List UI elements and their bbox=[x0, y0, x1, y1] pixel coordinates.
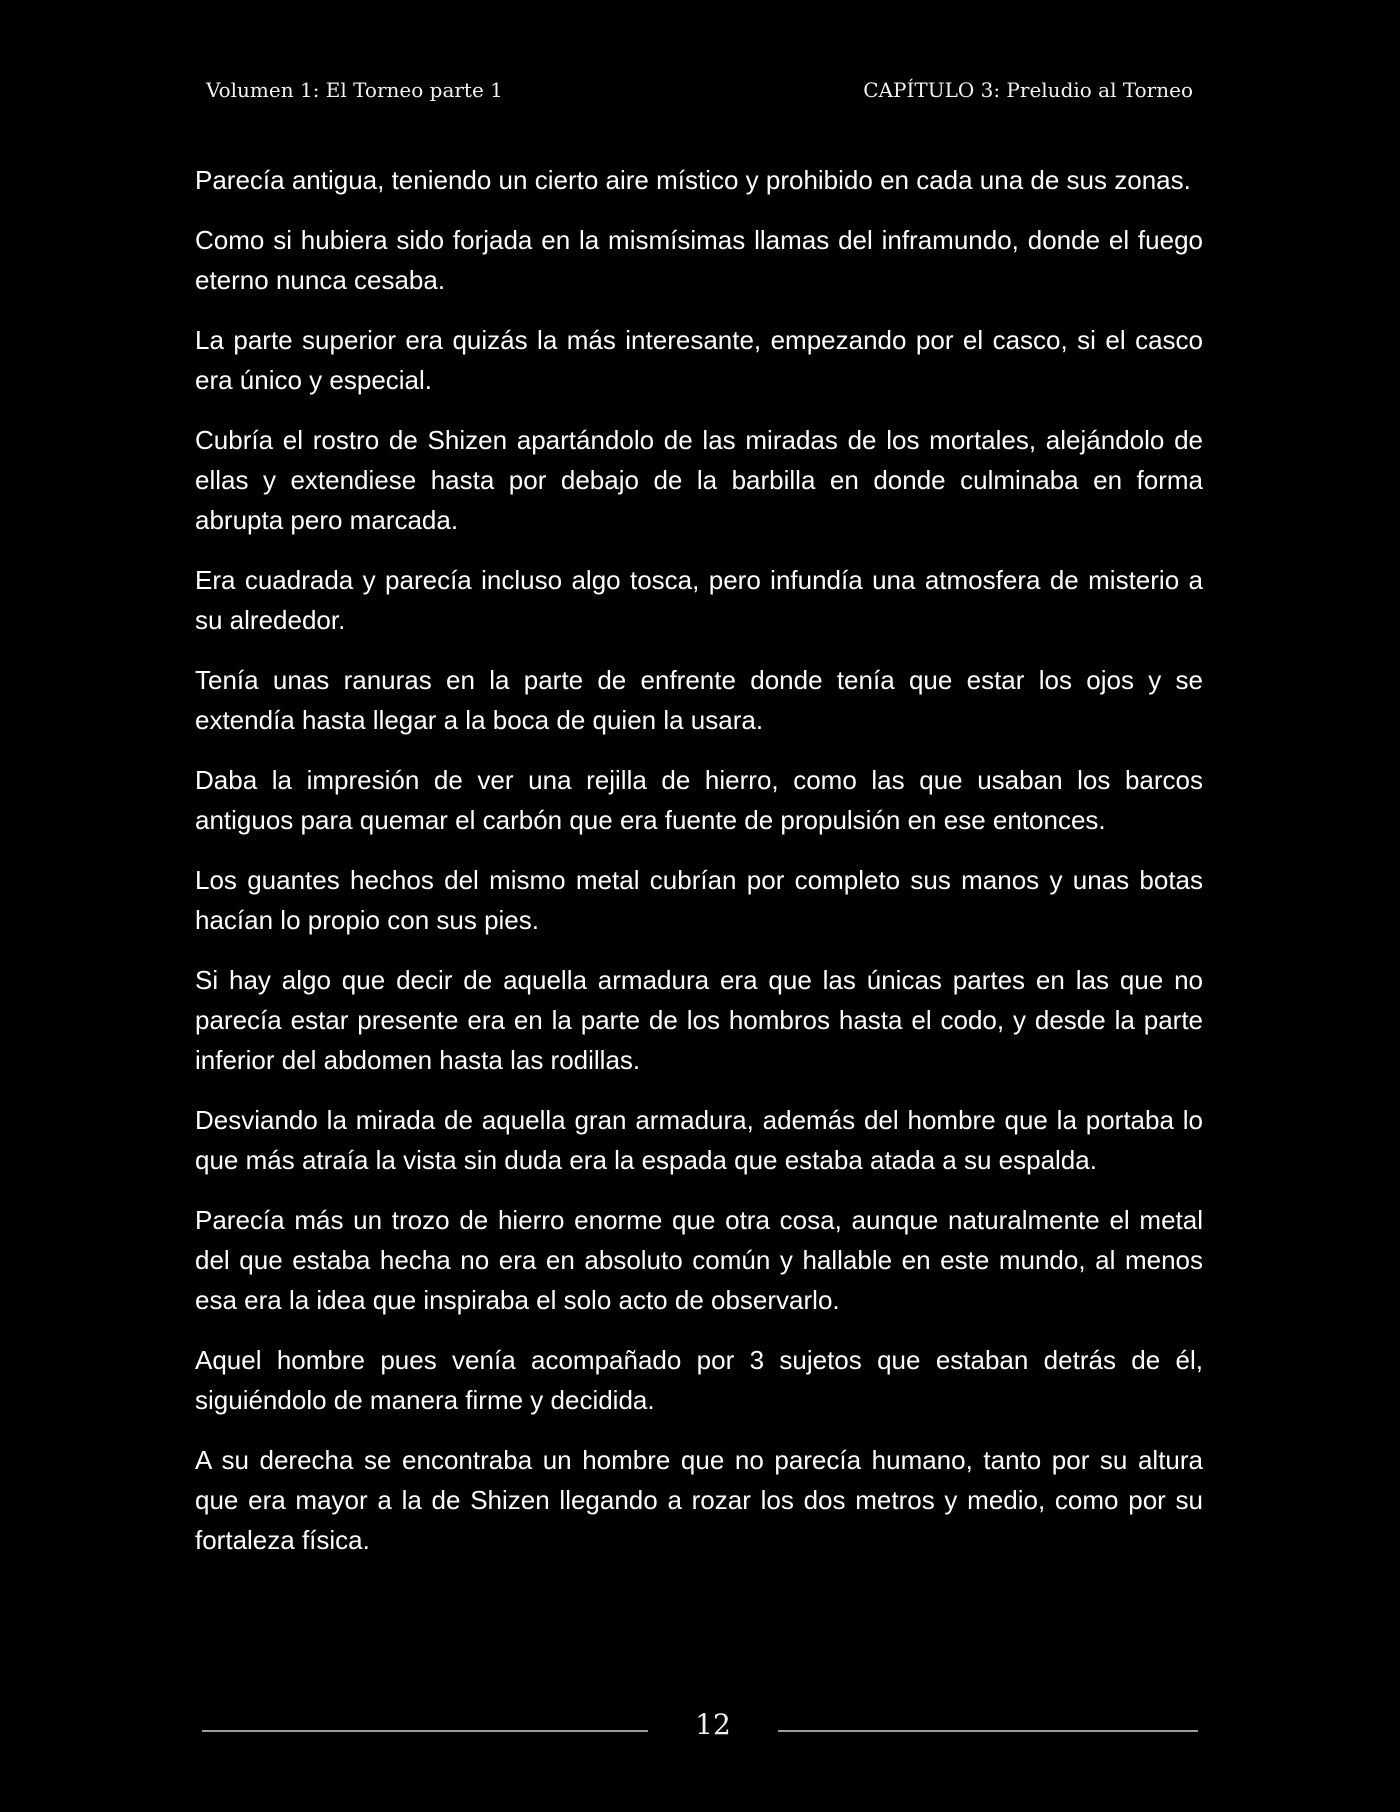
paragraph: Como si hubiera sido forjada en la mismísimas llamas del inframundo, donde el fuego eterno nunca cesaba. bbox=[195, 225, 1203, 295]
paragraph: Si hay algo que decir de aquella armadura era que las únicas partes en las que no parecía estar presente era en la parte de los hombros hasta el codo, y desde la parte inferior del abdomen hasta las rodillas. bbox=[195, 965, 1203, 1075]
paragraph: Aquel hombre pues venía acompañado por 3 sujetos que estaban detrás de él, siguiéndolo de manera firme y decidida. bbox=[195, 1345, 1203, 1415]
footer-rule-right bbox=[778, 1730, 1198, 1732]
chapter-body bbox=[195, 160, 1203, 1580]
page-header bbox=[206, 78, 1193, 108]
paragraph: Desviando la mirada de aquella gran armadura, además del hombre que la portaba lo que más atraía la vista sin duda era la espada que estaba atada a su espalda. bbox=[195, 1105, 1203, 1175]
paragraph: A su derecha se encontraba un hombre que no parecía humano, tanto por su altura que era mayor a la de Shizen llegando a rozar los dos metros y medio, como por su fortaleza física. bbox=[195, 1445, 1203, 1555]
paragraph: Los guantes hechos del mismo metal cubrían por completo sus manos y unas botas hacían lo propio con sus pies. bbox=[195, 865, 1203, 935]
paragraph: La parte superior era quizás la más interesante, empezando por el casco, si el casco era único y especial. bbox=[195, 325, 1203, 395]
paragraph: Parecía antigua, teniendo un cierto aire místico y prohibido en cada una de sus zonas. bbox=[195, 165, 1191, 195]
page-number: 12 bbox=[695, 1708, 731, 1741]
chapter-title: CAPÍTULO 3: Preludio al Torneo bbox=[863, 78, 1193, 102]
volume-title: Volumen 1: El Torneo parte 1 bbox=[206, 78, 503, 102]
page-footer bbox=[202, 1708, 1198, 1758]
paragraph: Cubría el rostro de Shizen apartándolo de las miradas de los mortales, alejándolo de ellas y extendiese hasta por debajo de la barbilla en donde culminaba en forma abrupta pero marcada. bbox=[195, 425, 1203, 535]
paragraph: Era cuadrada y parecía incluso algo tosca, pero infundía una atmosfera de misterio a su alrededor. bbox=[195, 565, 1203, 635]
paragraph: Tenía unas ranuras en la parte de enfrente donde tenía que estar los ojos y se extendía hasta llegar a la boca de quien la usara. bbox=[195, 665, 1203, 735]
footer-rule-left bbox=[202, 1730, 648, 1732]
paragraph: Parecía más un trozo de hierro enorme que otra cosa, aunque naturalmente el metal del que estaba hecha no era en absoluto común y hallable en este mundo, al menos esa era la idea que inspiraba el solo acto de observarlo. bbox=[195, 1205, 1203, 1315]
paragraph: Daba la impresión de ver una rejilla de hierro, como las que usaban los barcos antiguos para quemar el carbón que era fuente de propulsión en ese entonces. bbox=[195, 765, 1203, 835]
